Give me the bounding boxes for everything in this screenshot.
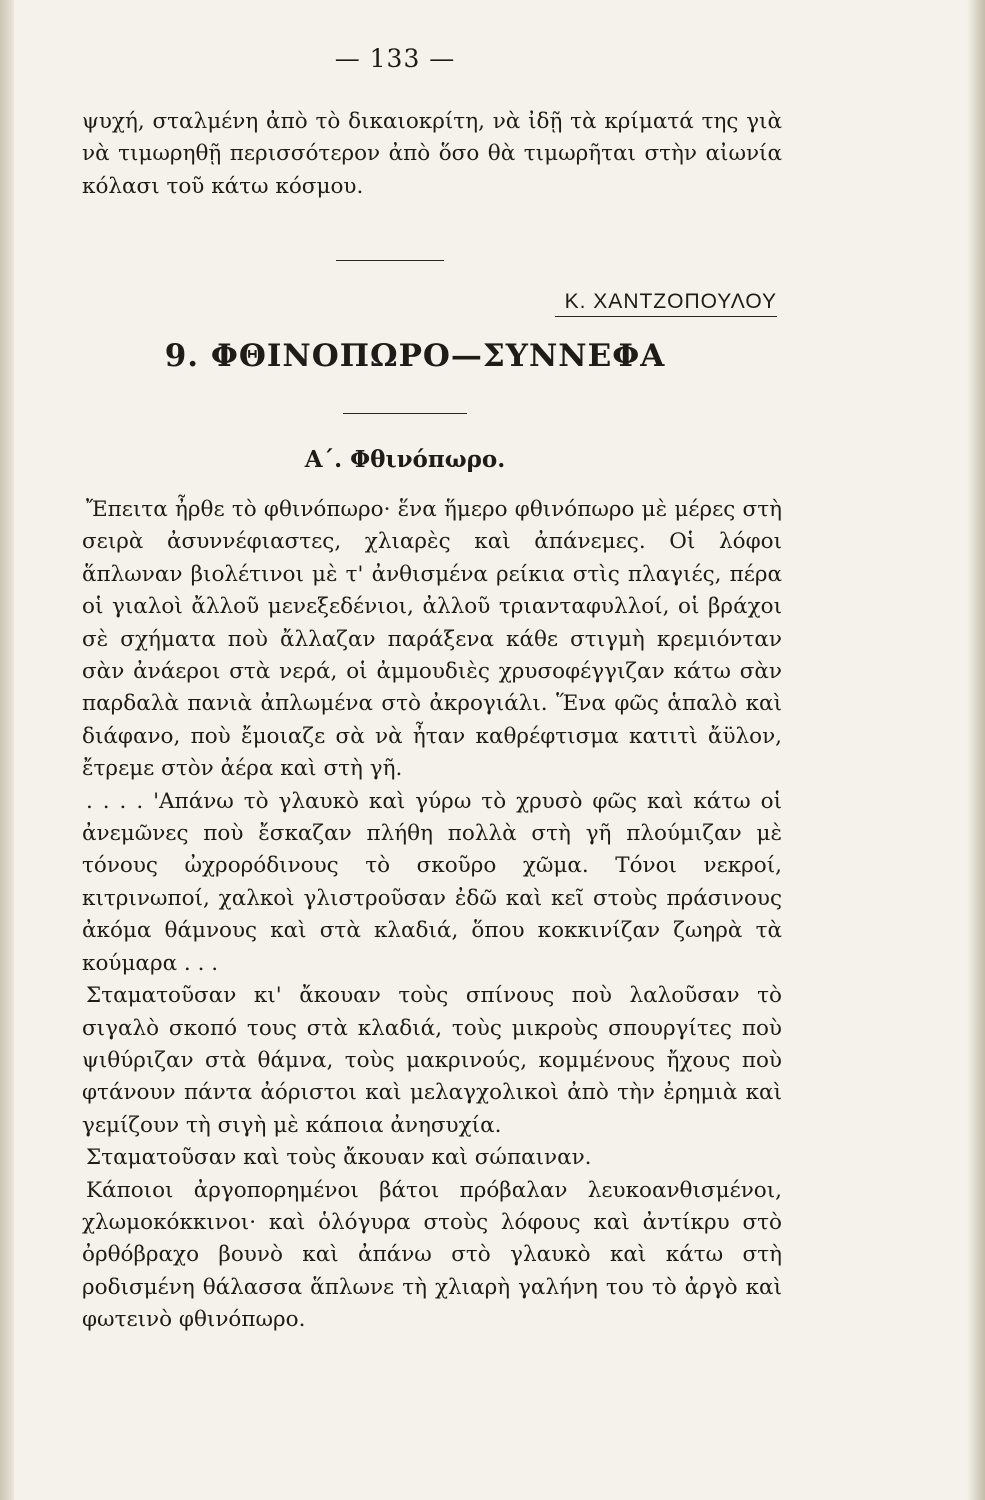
page-edge-shadow	[967, 0, 985, 1500]
chapter-body	[82, 494, 782, 1337]
body-paragraph: Σταματοῦσαν καὶ τοὺς ἄκουαν καὶ σώπαιναν.	[86, 1145, 592, 1171]
body-paragraph: . . . . 'Απάνω τὸ γλαυκὸ καὶ γύρω τὸ χρυσὸ φῶς καὶ κάτω οἱ ἀνεμῶνες ποὺ ἔσκαζαν πλήθη πολλὰ στὴ γῆ πλούμιζαν μὲ τόνους ὠχρορόδινους τὸ σκοῦρο χῶμα. Τόνοι νεκροί, κιτρινωποί, χαλκοὶ γλιστροῦσαν ἐδῶ καὶ κεῖ στοὺς πράσινους ἀκόμα θάμνους καὶ στὰ κλαδιά, ὅπου κοκκινίζαν ζωηρὰ τὰ κούμαρα . . .	[82, 788, 782, 976]
continuation-paragraph: ψυχή, σταλμένη ἀπὸ τὸ δικαιοκρίτη, νὰ ἰδῇ τὰ κρίματά της γιὰ νὰ τιμωρηθῇ περισσότερον ἀπὸ ὅσο θὰ τιμωρῆται στὴν αἰωνία κόλασι τοῦ κάτω κόσμου.	[82, 109, 782, 199]
section-divider-rule	[336, 260, 444, 261]
title-divider-rule	[343, 413, 467, 414]
page-gutter-shadow	[0, 0, 14, 1500]
body-paragraph: Σταματοῦσαν κι' ἄκουαν τοὺς σπίνους ποὺ λαλοῦσαν τὸ σιγαλὸ σκοπό τους στὰ κλαδιά, τοὺς μικροὺς σπουργίτες ποὺ ψιθύριζαν στὰ θάμνα, τοὺς μακρινούς, κομμένους ἤχους ποὺ φτάνουν πάντα ἀόριστοι καὶ μελαγχολικοὶ ἀπὸ τὴν ἐρημιὰ καὶ γεμίζουν τὴ σιγὴ μὲ κάποια ἀνησυχία.	[82, 983, 782, 1138]
section-subtitle: Α΄. Φθινόπωρο.	[304, 446, 506, 473]
page-number: — 133 —	[334, 44, 456, 73]
body-paragraph: Κάποιοι ἀργοπορημένοι βάτοι πρόβαλαν λευκοανθισμένοι, χλωμοκόκκινοι· καὶ ὁλόγυρα στοὺς λόφους καὶ ἀντίκρυ στὸ ὀρθόβραχο βουνὸ καὶ ἀπάνω στὸ γλαυκὸ καὶ κάτω στὴ ροδισμένη θάλασσα ἅπλωνε τὴ χλιαρὴ γαλήνη του τὸ ἀργὸ καὶ φωτεινὸ φθινόπωρο.	[82, 1177, 782, 1333]
body-paragraph: Ἔπειτα ἦρθε τὸ φθινόπωρο· ἕνα ἥμερο φθινόπωρο μὲ μέρες στὴ σειρὰ ἀσυννέφιαστες, χλιαρὲς καὶ ἀπάνεμες. Οἱ λόφοι ἅπλωναν βιολέτινοι μὲ τ' ἀνθισμένα ρείκια στὶς πλαγιές, πέρα οἱ γιαλοὶ ἄλλοῦ μενεξεδένιοι, ἀλλοῦ τριανταφυλλοί, οἱ βράχοι σὲ σχήματα ποὺ ἄλλαζαν παράξενα κάθε στιγμὴ κρεμιόνταν σὰν ἀνάεροι στὰ νερά, οἱ ἀμμουδιὲς χρυσοφέγγιζαν κάτω σὰν παρδαλὰ πανιὰ ἀπλωμένα στὸ ἀκρογιάλι. Ἕνα φῶς ἁπαλὸ καὶ διάφανο, ποὺ ἔμοιαζε σὰ νὰ ἦταν καθρέφτισμα κατιτὶ ἄϋλον, ἔτρεμε στὸν ἀέρα καὶ στὴ γῆ.	[82, 497, 782, 782]
author-signature: Κ. ΧΑΝΤΖΟΠΟΥΛΟΥ	[555, 290, 777, 317]
chapter-title: 9. ΦΘΙΝΟΠΩΡΟ—ΣΥΝΝΕΦΑ	[164, 338, 666, 374]
